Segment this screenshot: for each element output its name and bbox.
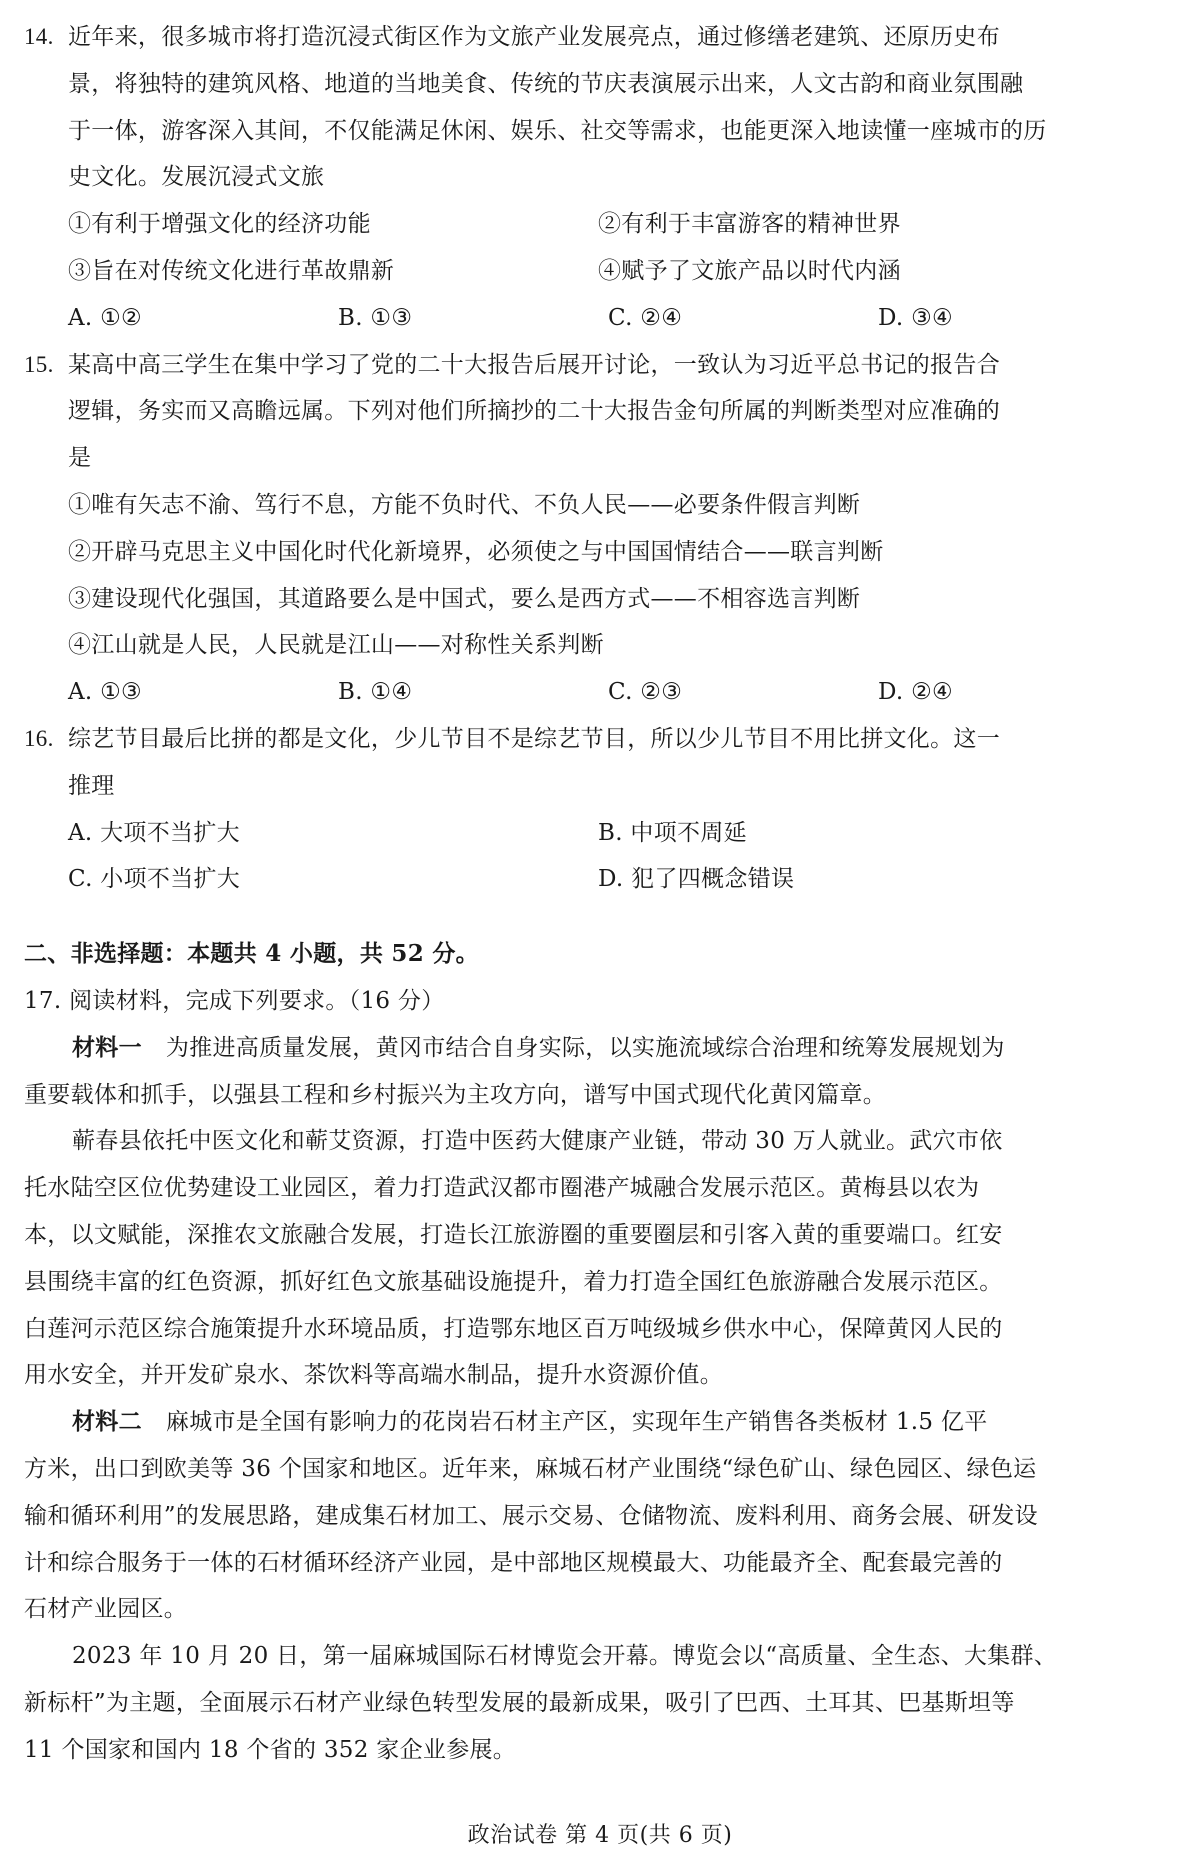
- statement: ④江山就是人民，人民就是江山——对称性关系判断: [68, 632, 604, 659]
- question-stem-line: 近年来，很多城市将打造沉浸式街区作为文旅产业发展亮点，通过修缮老建筑、还原历史布: [68, 24, 1000, 50]
- option-b: B. ①③: [338, 304, 413, 331]
- question-16: [24, 716, 1184, 903]
- paragraph-line: 新标杆”为主题，全面展示石材产业绿色转型发展的最新成果，吸引了巴西、土耳其、巴基斯坦等: [24, 1689, 1015, 1716]
- option-a: A. 大项不当扩大: [68, 819, 240, 846]
- paragraph-line: 为推进高质量发展，黄冈市结合自身实际，以实施流域综合治理和统筹发展规划为: [165, 1034, 1005, 1061]
- question-17: [24, 978, 1184, 1774]
- option-a: A. ①②: [68, 304, 142, 331]
- question-14: [24, 14, 1184, 342]
- question-number: 15.: [24, 351, 54, 377]
- question-stem-line: 于一体，游客深入其间，不仅能满足休闲、娱乐、社交等需求，也能更深入地读懂一座城市的历: [68, 117, 1047, 144]
- statement: ③建设现代化强国，其道路要么是中国式，要么是西方式——不相容选言判断: [68, 585, 861, 612]
- paragraph-line: 计和综合服务于一体的石材循环经济产业园，是中部地区规模最大、功能最齐全、配套最完善的: [24, 1549, 1003, 1576]
- exam-page: [24, 14, 1184, 1773]
- paragraph-line: 重要载体和抓手，以强县工程和乡村振兴为主攻方向，谱写中国式现代化黄冈篇章。: [24, 1081, 887, 1108]
- paragraph-line: 石材产业园区。: [24, 1596, 188, 1623]
- option-a: A. ①③: [68, 679, 142, 706]
- question-stem-line: 史文化。发展沉浸式文旅: [68, 164, 325, 191]
- option-c: C. ②③: [608, 679, 683, 706]
- section-heading: 二、非选择题：本题共 4 小题，共 52 分。: [24, 940, 479, 968]
- paragraph-line: 2023 年 10 月 20 日，第一届麻城国际石材博览会开幕。博览会以“高质量、全生态、大集群、: [72, 1643, 1058, 1670]
- question-stem-line: 景，将独特的建筑风格、地道的当地美食、传统的节庆表演展示出来，人文古韵和商业氛围融: [68, 70, 1024, 97]
- option-d: D. ②④: [878, 679, 953, 706]
- option-c: C. ②④: [608, 304, 683, 331]
- statement: ①唯有矢志不渝、笃行不息，方能不负时代、不负人民——必要条件假言判断: [68, 491, 861, 518]
- option-b: B. 中项不周延: [598, 819, 747, 846]
- paragraph-line: 11 个国家和国内 18 个省的 352 家企业参展。: [24, 1736, 517, 1763]
- paragraph-line: 县围绕丰富的红色资源，抓好红色文旅基础设施提升，着力打造全国红色旅游融合发展示范区。: [24, 1268, 1003, 1295]
- question-header: 17. 阅读材料，完成下列要求。（16 分）: [24, 987, 445, 1014]
- question-stem-line: 逻辑，务实而又高瞻远属。下列对他们所摘抄的二十大报告金句所属的判断类型对应准确的: [68, 398, 1000, 425]
- option-c: C. 小项不当扩大: [68, 866, 241, 893]
- option-b: B. ①④: [338, 679, 413, 706]
- page-footer: 政治试卷 第 4 页(共 6 页): [467, 1823, 733, 1848]
- statement: ②有利于丰富游客的精神世界: [598, 211, 901, 238]
- option-d: D. ③④: [878, 304, 953, 331]
- paragraph-line: 本，以文赋能，深推农文旅融合发展，打造长江旅游圈的重要圈层和引客入黄的重要端口。红安: [24, 1221, 1003, 1248]
- question-number: 14.: [24, 24, 54, 49]
- question-stem-line: 是: [68, 445, 92, 472]
- paragraph-line: 输和循环利用”的发展思路，建成集石材加工、展示交易、仓储物流、废料利用、商务会展、研发设: [24, 1502, 1038, 1529]
- question-stem-line: 某高中高三学生在集中学习了党的二十大报告后展开讨论，一致认为习近平总书记的报告合: [68, 351, 1000, 378]
- question-number: 16.: [24, 725, 54, 751]
- paragraph-line: 托水陆空区位优势建设工业园区，着力打造武汉都市圈港产城融合发展示范区。黄梅县以农为: [24, 1175, 980, 1202]
- statement: ③旨在对传统文化进行革故鼎新: [68, 257, 395, 284]
- paragraph-line: 蕲春县依托中医文化和蕲艾资源，打造中医药大健康产业链，带动 30 万人就业。武穴市依: [72, 1128, 1003, 1155]
- statement: ②开辟马克思主义中国化时代化新境界，必须使之与中国国情结合——联言判断: [68, 538, 884, 565]
- question-15: [24, 342, 1184, 716]
- question-stem-line: 综艺节目最后比拼的都是文化，少儿节目不是综艺节目，所以少儿节目不用比拼文化。这一: [68, 725, 1000, 752]
- statement: ①有利于增强文化的经济功能: [68, 211, 371, 238]
- paragraph-line: 方米，出口到欧美等 36 个国家和地区。近年来，麻城石材产业围绕“绿色矿山、绿色园区、绿色运: [24, 1455, 1037, 1482]
- material-label: 材料一: [72, 1033, 142, 1061]
- paragraph-line: 白莲河示范区综合施策提升水环境品质，打造鄂东地区百万吨级城乡供水中心，保障黄冈人民的: [24, 1315, 1003, 1342]
- paragraph-line: 麻城市是全国有影响力的花岗岩石材主产区，实现年生产销售各类板材 1.5 亿平: [165, 1409, 988, 1436]
- question-stem-line: 推理: [68, 772, 115, 799]
- statement: ④赋予了文旅产品以时代内涵: [598, 257, 901, 284]
- paragraph-line: 用水安全，并开发矿泉水、茶饮料等高端水制品，提升水资源价值。: [24, 1362, 723, 1389]
- option-d: D. 犯了四概念错误: [598, 866, 795, 893]
- material-label: 材料二: [72, 1408, 142, 1436]
